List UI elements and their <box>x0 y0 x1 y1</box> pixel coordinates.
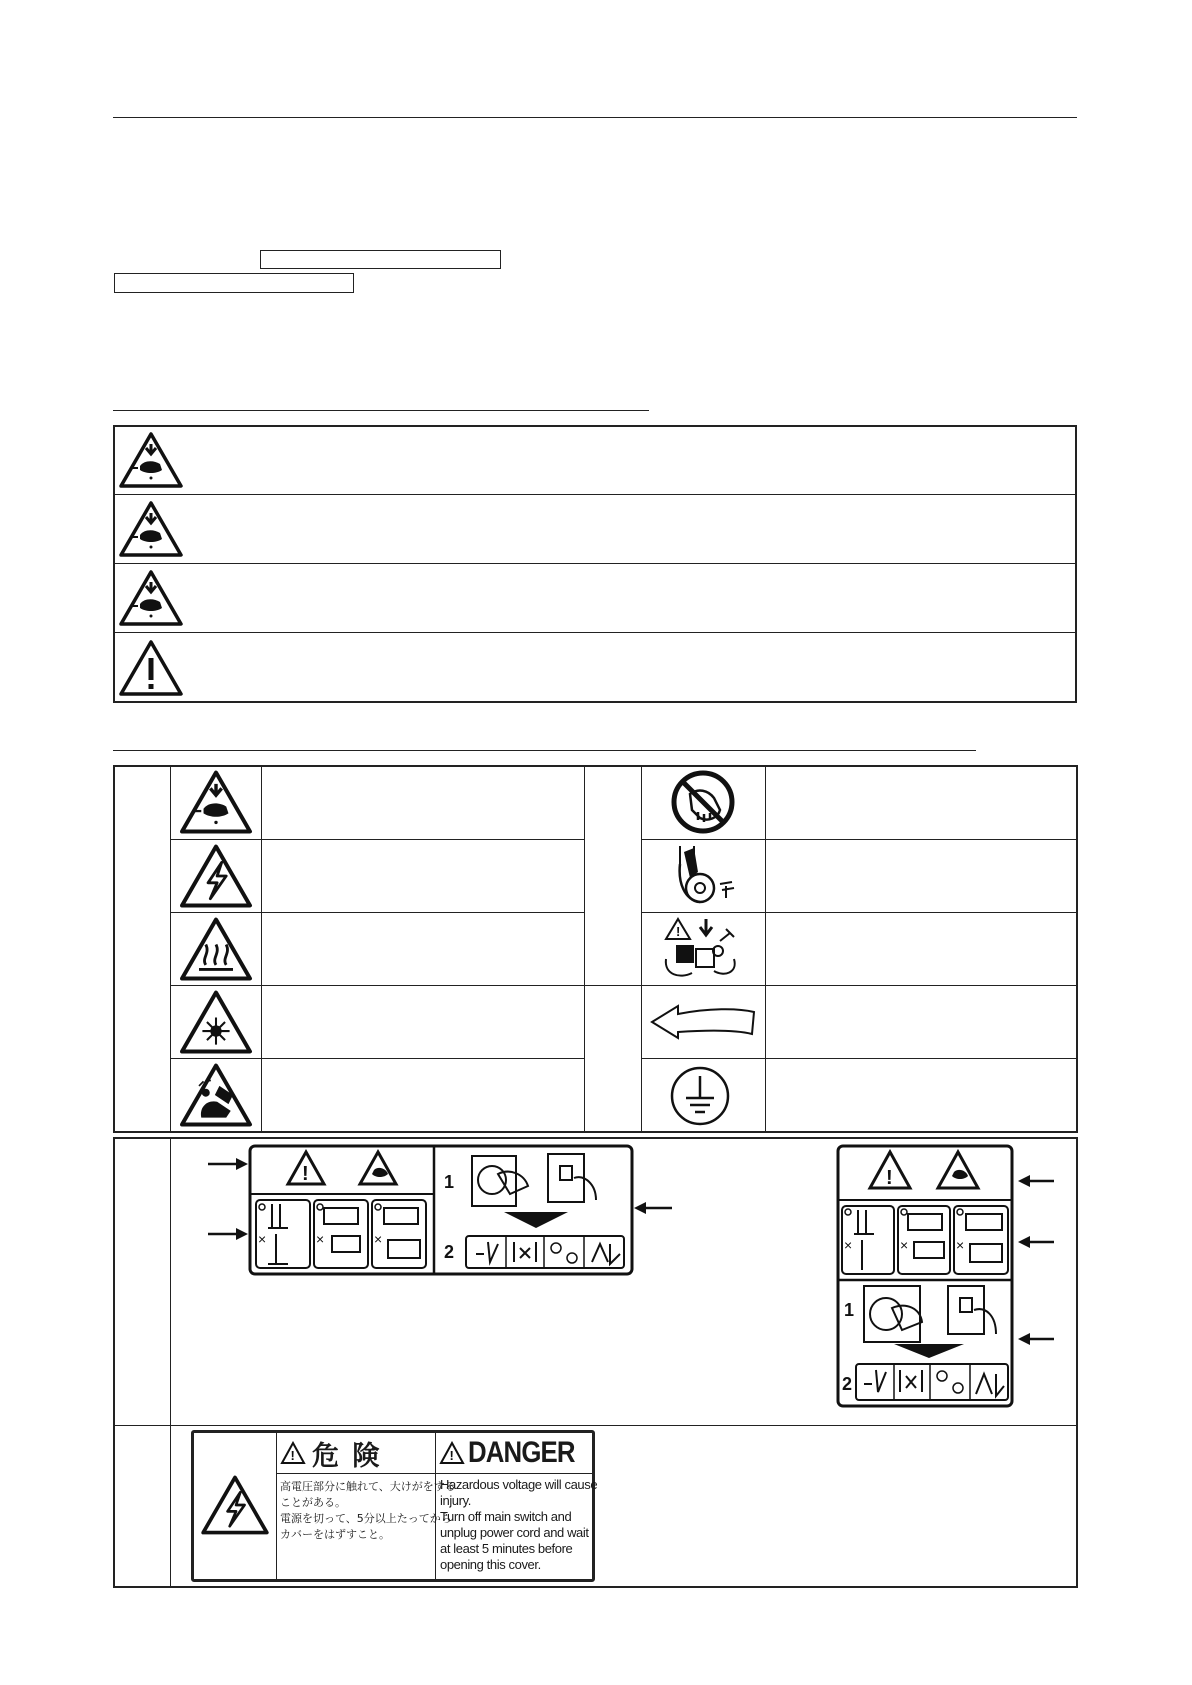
svg-text:!: ! <box>302 1163 309 1185</box>
signal-word-table <box>113 425 1077 703</box>
jp-body-line: 電源を切って、5分以上たってから <box>280 1512 452 1525</box>
col-divider <box>641 765 642 1133</box>
svg-text:1: 1 <box>444 1172 455 1192</box>
jp-title-row <box>280 1435 381 1471</box>
arrow-icon <box>1018 1236 1054 1248</box>
row-divider <box>641 839 1078 840</box>
hand-injury-warning-icon <box>118 568 184 628</box>
general-warning-icon <box>118 638 184 698</box>
reference-box-2 <box>114 273 354 293</box>
hand-injury-warning-icon <box>178 768 254 836</box>
hot-surface-warning-icon <box>178 915 254 983</box>
arrow-icon <box>208 1158 248 1170</box>
svg-text:×: × <box>374 1231 383 1247</box>
svg-text:!: ! <box>676 924 681 939</box>
col-divider <box>261 765 262 1133</box>
row-divider <box>113 563 1077 564</box>
svg-text:×: × <box>844 1237 853 1253</box>
row-divider <box>170 1058 584 1059</box>
en-title-row <box>439 1435 592 1471</box>
arrow-icon <box>208 1228 248 1240</box>
row-divider <box>641 912 1078 913</box>
row-divider <box>113 494 1077 495</box>
en-body-line: Turn off main switch and <box>440 1509 572 1524</box>
section-2-rule <box>113 750 976 751</box>
svg-text:!: ! <box>886 1167 893 1189</box>
col-divider <box>584 765 585 1133</box>
jp-body-line: カバーをはずすこと。 <box>280 1528 390 1541</box>
arrow-icon <box>1018 1175 1054 1187</box>
danger-label-divider <box>435 1433 436 1579</box>
section-1-rule <box>113 410 649 411</box>
col-divider <box>765 765 766 1133</box>
symbol-table <box>113 765 1078 1133</box>
warning-triangle-icon <box>280 1441 306 1465</box>
row-divider <box>584 985 1078 986</box>
row-divider <box>641 1058 1078 1059</box>
arrow-icon <box>634 1202 672 1214</box>
danger-label <box>191 1430 598 1582</box>
jp-title: 危 険 <box>312 1440 382 1472</box>
electric-shock-warning-icon <box>178 842 254 910</box>
hand-injury-warning-icon <box>118 430 184 490</box>
danger-label-title-rule <box>276 1473 592 1474</box>
jp-body-line: 高電圧部分に触れて、大けがをする <box>280 1480 456 1493</box>
svg-text:×: × <box>900 1237 909 1253</box>
en-body <box>440 1477 598 1573</box>
direction-of-operation-icon <box>648 1000 760 1044</box>
svg-text:2: 2 <box>444 1242 455 1262</box>
arrow-icon <box>1018 1333 1054 1345</box>
col-divider <box>170 765 171 1133</box>
belt-entanglement-icon <box>660 842 746 910</box>
warning-triangle-icon <box>439 1441 465 1465</box>
en-body-line: Hazardous voltage will cause <box>440 1477 598 1492</box>
svg-text:×: × <box>258 1231 267 1247</box>
lift-head-caution-icon <box>662 915 746 983</box>
electric-shock-warning-icon <box>200 1473 270 1537</box>
col-divider <box>170 1137 171 1588</box>
warning-label-horizontal <box>248 1144 634 1276</box>
tipping-over-warning-icon <box>178 1061 254 1129</box>
row-divider <box>170 912 584 913</box>
en-body-line: opening this cover. <box>440 1557 541 1572</box>
en-body-line: at least 5 minutes before <box>440 1541 573 1556</box>
row-divider <box>170 839 584 840</box>
hand-injury-warning-icon <box>118 499 184 559</box>
row-divider <box>113 1425 1078 1426</box>
en-body-line: injury. <box>440 1493 471 1508</box>
reference-box-1 <box>260 250 501 269</box>
en-title: DANGER <box>468 1436 575 1469</box>
svg-text:×: × <box>316 1231 325 1247</box>
svg-text:!: ! <box>290 1448 295 1463</box>
jp-body-line: ことがある。 <box>280 1496 346 1509</box>
danger-label-divider <box>276 1433 277 1579</box>
top-rule <box>113 117 1077 118</box>
svg-text:1: 1 <box>844 1300 855 1320</box>
en-body-line: unplug power cord and wait <box>440 1525 589 1540</box>
row-divider <box>170 985 584 986</box>
svg-text:!: ! <box>449 1448 454 1463</box>
no-touch-prohibition-icon <box>668 768 738 836</box>
svg-text:×: × <box>956 1237 965 1253</box>
warning-label-vertical <box>836 1144 1014 1408</box>
protective-ground-icon <box>668 1064 732 1128</box>
laser-warning-icon <box>178 988 254 1056</box>
row-divider <box>113 632 1077 633</box>
svg-text:2: 2 <box>842 1374 853 1394</box>
